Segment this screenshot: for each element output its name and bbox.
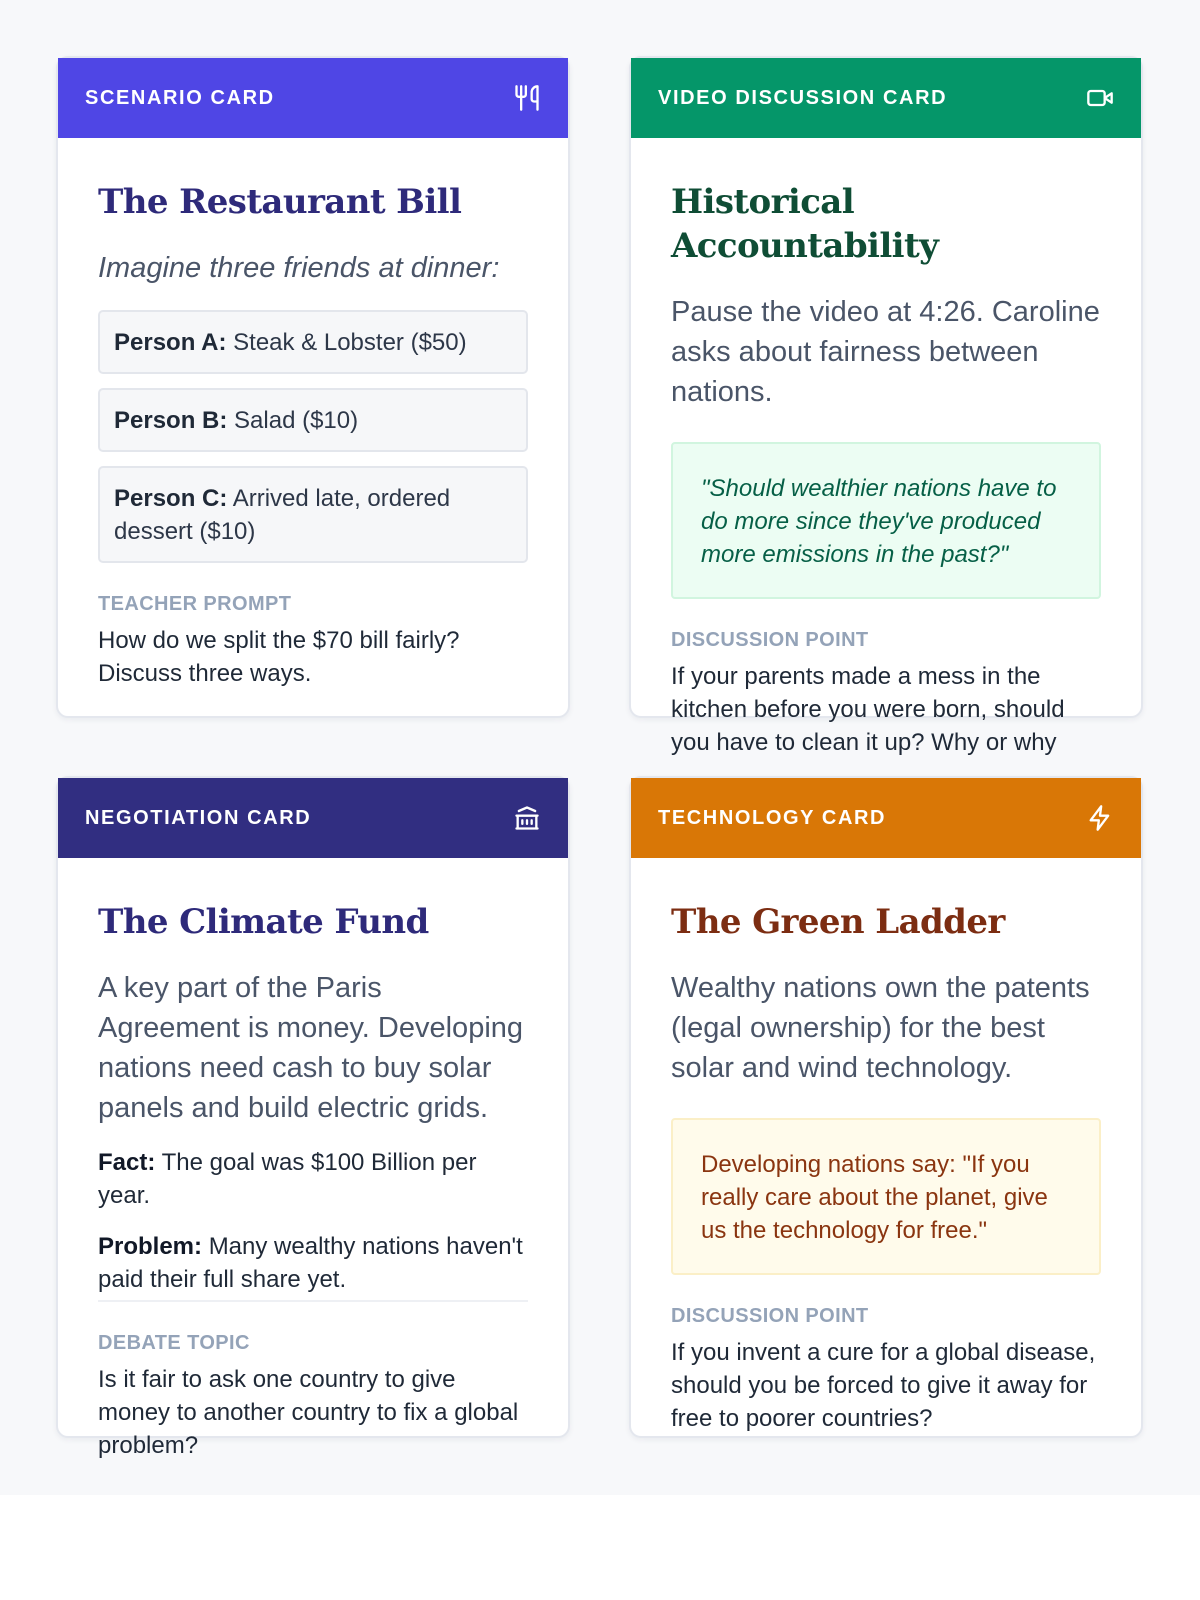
section-label: DEBATE TOPIC (98, 1332, 250, 1354)
divider (98, 1300, 528, 1302)
card-title: Historical Accountability (671, 182, 939, 266)
card-body (58, 138, 568, 690)
person-c-box (98, 466, 528, 563)
card-intro: A key part of the Paris Agreement is money. Developing nations need cash to buy solar panels and build electric grids. (98, 972, 524, 1124)
section-label: DISCUSSION POINT (671, 629, 869, 651)
problem-text: Many wealthy nations haven't paid their full share yet. (98, 1233, 523, 1293)
lightning-icon (1085, 803, 1115, 833)
person-order: Steak & Lobster ($50) (233, 329, 467, 356)
fact-line (98, 1146, 528, 1212)
card-title: The Climate Fund (98, 902, 429, 942)
technology-card (629, 776, 1143, 1438)
section-text: How do we split the $70 bill fairly? Discuss three ways. (98, 627, 460, 687)
quote-box: Developing nations say: "If you really care about the planet, give us the technology for free." (671, 1118, 1101, 1275)
card-header (631, 58, 1141, 138)
card-body (58, 858, 568, 1462)
card-header (58, 58, 568, 138)
section-label: DISCUSSION POINT (671, 1305, 869, 1327)
problem-line (98, 1230, 528, 1296)
person-order: Arrived late, ordered dessert ($10) (114, 485, 451, 545)
quote-box: "Should wealthier nations have to do more since they've produced more emissions in the past?" (671, 442, 1101, 599)
card-intro: Pause the video at 4:26. Caroline asks about fairness between nations. (671, 296, 1100, 408)
person-b-box (98, 388, 528, 452)
card-title: The Restaurant Bill (98, 182, 462, 222)
card-type-label: TECHNOLOGY CARD (658, 806, 887, 829)
person-name: Person A: (114, 329, 227, 356)
card-title: The Green Ladder (671, 902, 1005, 942)
section-label: TEACHER PROMPT (98, 593, 292, 615)
card-header (58, 778, 568, 858)
card-type-label: VIDEO DISCUSSION CARD (658, 86, 948, 109)
problem-label: Problem: (98, 1233, 203, 1260)
card-intro: Wealthy nations own the patents (legal ownership) for the best solar and wind technology. (671, 972, 1090, 1084)
utensils-icon (512, 83, 542, 113)
person-a-box (98, 310, 528, 374)
fact-label: Fact: (98, 1149, 156, 1176)
scenario-card (56, 56, 570, 718)
fact-text: The goal was $100 Billion per year. (98, 1149, 477, 1209)
section-text: Is it fair to ask one country to give money to another country to fix a global problem? (98, 1366, 519, 1459)
video-discussion-card (629, 56, 1143, 756)
person-order: Salad ($10) (234, 407, 359, 434)
person-name: Person C: (114, 485, 228, 512)
negotiation-card (56, 776, 570, 1459)
section-text: If your parents made a mess in the kitchen before you were born, should you have to clean it up? Why or why (671, 663, 1065, 756)
bank-building-icon (512, 803, 542, 833)
card-body (631, 858, 1141, 1435)
video-camera-icon (1085, 83, 1115, 113)
card-type-label: NEGOTIATION CARD (85, 806, 312, 829)
card-intro: Imagine three friends at dinner: (98, 252, 500, 284)
card-type-label: SCENARIO CARD (85, 86, 275, 109)
person-name: Person B: (114, 407, 228, 434)
section-text: If you invent a cure for a global disease, should you be forced to give it away for free to poorer countries? (671, 1339, 1096, 1432)
card-header (631, 778, 1141, 858)
card-body (631, 138, 1141, 759)
